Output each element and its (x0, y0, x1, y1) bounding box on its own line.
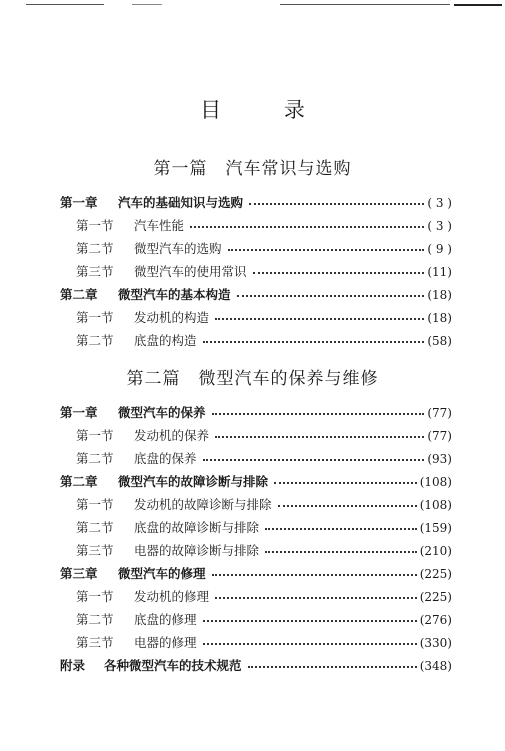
toc-section-entry[interactable] (60, 587, 452, 607)
entry-title: 微型汽车的使用常识 (134, 264, 247, 279)
entry-label: 第二节 (76, 241, 114, 256)
entry-page: (225) (419, 567, 452, 581)
entry-title: 微型汽车的保养 (118, 405, 206, 420)
entry-label: 第一节 (76, 310, 114, 325)
entry-title: 底盘的构造 (134, 333, 197, 348)
entry-title: 微型汽车的故障诊断与排除 (118, 474, 269, 489)
entry-label: 第二章 (60, 287, 98, 302)
dot-leader (265, 551, 417, 553)
entry-page: (330) (419, 636, 452, 650)
entry-label: 第一章 (60, 405, 98, 420)
entry-page: ( 9 ) (427, 242, 452, 256)
part-heading-2: 第二篇 微型汽车的保养与维修 (126, 369, 379, 389)
entry-label: 第二章 (60, 474, 98, 489)
top-edge-rule (280, 4, 450, 5)
entry-title: 底盘的保养 (134, 451, 197, 466)
entry-title: 汽车性能 (134, 218, 185, 233)
dot-leader (215, 436, 424, 438)
toc-chapter-entry[interactable] (60, 193, 452, 213)
entry-title: 发动机的修理 (134, 589, 210, 604)
toc-section-entry[interactable] (60, 426, 452, 446)
top-edge-rule (454, 4, 502, 6)
toc-chapter-entry[interactable] (60, 403, 452, 423)
entry-label: 第三节 (76, 264, 114, 279)
entry-title: 发动机的构造 (134, 310, 210, 325)
toc-section-entry[interactable] (60, 262, 452, 282)
dot-leader (203, 459, 425, 461)
entry-page: (159) (419, 521, 452, 535)
top-edge-rule (26, 4, 104, 5)
entry-title: 微型汽车的基本构造 (118, 287, 231, 302)
entry-page: (108) (419, 475, 452, 489)
toc-section-entry[interactable] (60, 633, 452, 653)
entry-label: 附录 (60, 658, 86, 673)
entry-label: 第一章 (60, 195, 98, 210)
entry-title: 底盘的故障诊断与排除 (134, 520, 260, 535)
entry-title: 发动机的故障诊断与排除 (134, 497, 272, 512)
entry-label: 第三章 (60, 566, 98, 581)
entry-label: 第三节 (76, 543, 114, 558)
entry-page: ( 3 ) (427, 196, 452, 210)
dot-leader (203, 643, 417, 645)
toc-appendix-entry[interactable] (60, 656, 452, 676)
entry-title: 电器的故障诊断与排除 (134, 543, 260, 558)
entry-page: (225) (419, 590, 452, 604)
toc-section-entry[interactable] (60, 449, 452, 469)
dot-leader (274, 482, 417, 484)
dot-leader (212, 413, 425, 415)
toc-section-entry[interactable] (60, 308, 452, 328)
page-title: 目 录 (200, 98, 333, 122)
dot-leader (237, 295, 425, 297)
entry-page: (58) (427, 334, 452, 348)
top-edge-rule (132, 4, 162, 5)
entry-page: (210) (419, 544, 452, 558)
entry-title: 发动机的保养 (134, 428, 210, 443)
toc-chapter-entry[interactable] (60, 564, 452, 584)
entry-label: 第二节 (76, 333, 114, 348)
toc-section-entry[interactable] (60, 239, 452, 259)
entry-label: 第一节 (76, 218, 114, 233)
entry-label: 第二节 (76, 451, 114, 466)
part-heading-1: 第一篇 汽车常识与选购 (153, 159, 352, 179)
entry-page: (77) (427, 406, 452, 420)
toc-chapter-entry[interactable] (60, 285, 452, 305)
toc-section-entry[interactable] (60, 216, 452, 236)
entry-page: (18) (427, 288, 452, 302)
entry-page: (11) (427, 265, 452, 279)
entry-label: 第一节 (76, 589, 114, 604)
entry-page: (18) (427, 311, 452, 325)
entry-title: 电器的修理 (134, 635, 197, 650)
dot-leader (265, 528, 417, 530)
dot-leader (212, 574, 417, 576)
entry-page: ( 3 ) (427, 219, 452, 233)
entry-label: 第一节 (76, 428, 114, 443)
toc-chapter-entry[interactable] (60, 472, 452, 492)
dot-leader (215, 597, 417, 599)
dot-leader (253, 272, 425, 274)
entry-label: 第二节 (76, 612, 114, 627)
entry-page: (108) (419, 498, 452, 512)
dot-leader (249, 203, 424, 205)
entry-label: 第一节 (76, 497, 114, 512)
entry-title: 微型汽车的选购 (134, 241, 222, 256)
entry-title: 微型汽车的修理 (118, 566, 206, 581)
entry-page: (348) (419, 659, 452, 673)
dot-leader (278, 505, 417, 507)
entry-title: 底盘的修理 (134, 612, 197, 627)
dot-leader (203, 620, 417, 622)
toc-section-entry[interactable] (60, 518, 452, 538)
entry-page: (276) (419, 613, 452, 627)
dot-leader (190, 226, 424, 228)
entry-page: (77) (427, 429, 452, 443)
toc-section-entry[interactable] (60, 610, 452, 630)
toc-section-entry[interactable] (60, 541, 452, 561)
entry-label: 第三节 (76, 635, 114, 650)
entry-title: 各种微型汽车的技术规范 (104, 658, 242, 673)
dot-leader (248, 666, 417, 668)
dot-leader (228, 249, 425, 251)
entry-label: 第二节 (76, 520, 114, 535)
dot-leader (203, 341, 425, 343)
dot-leader (215, 318, 424, 320)
entry-title: 汽车的基础知识与选购 (118, 195, 244, 210)
entry-page: (93) (427, 452, 452, 466)
toc-section-entry[interactable] (60, 331, 452, 351)
toc-section-entry[interactable] (60, 495, 452, 515)
